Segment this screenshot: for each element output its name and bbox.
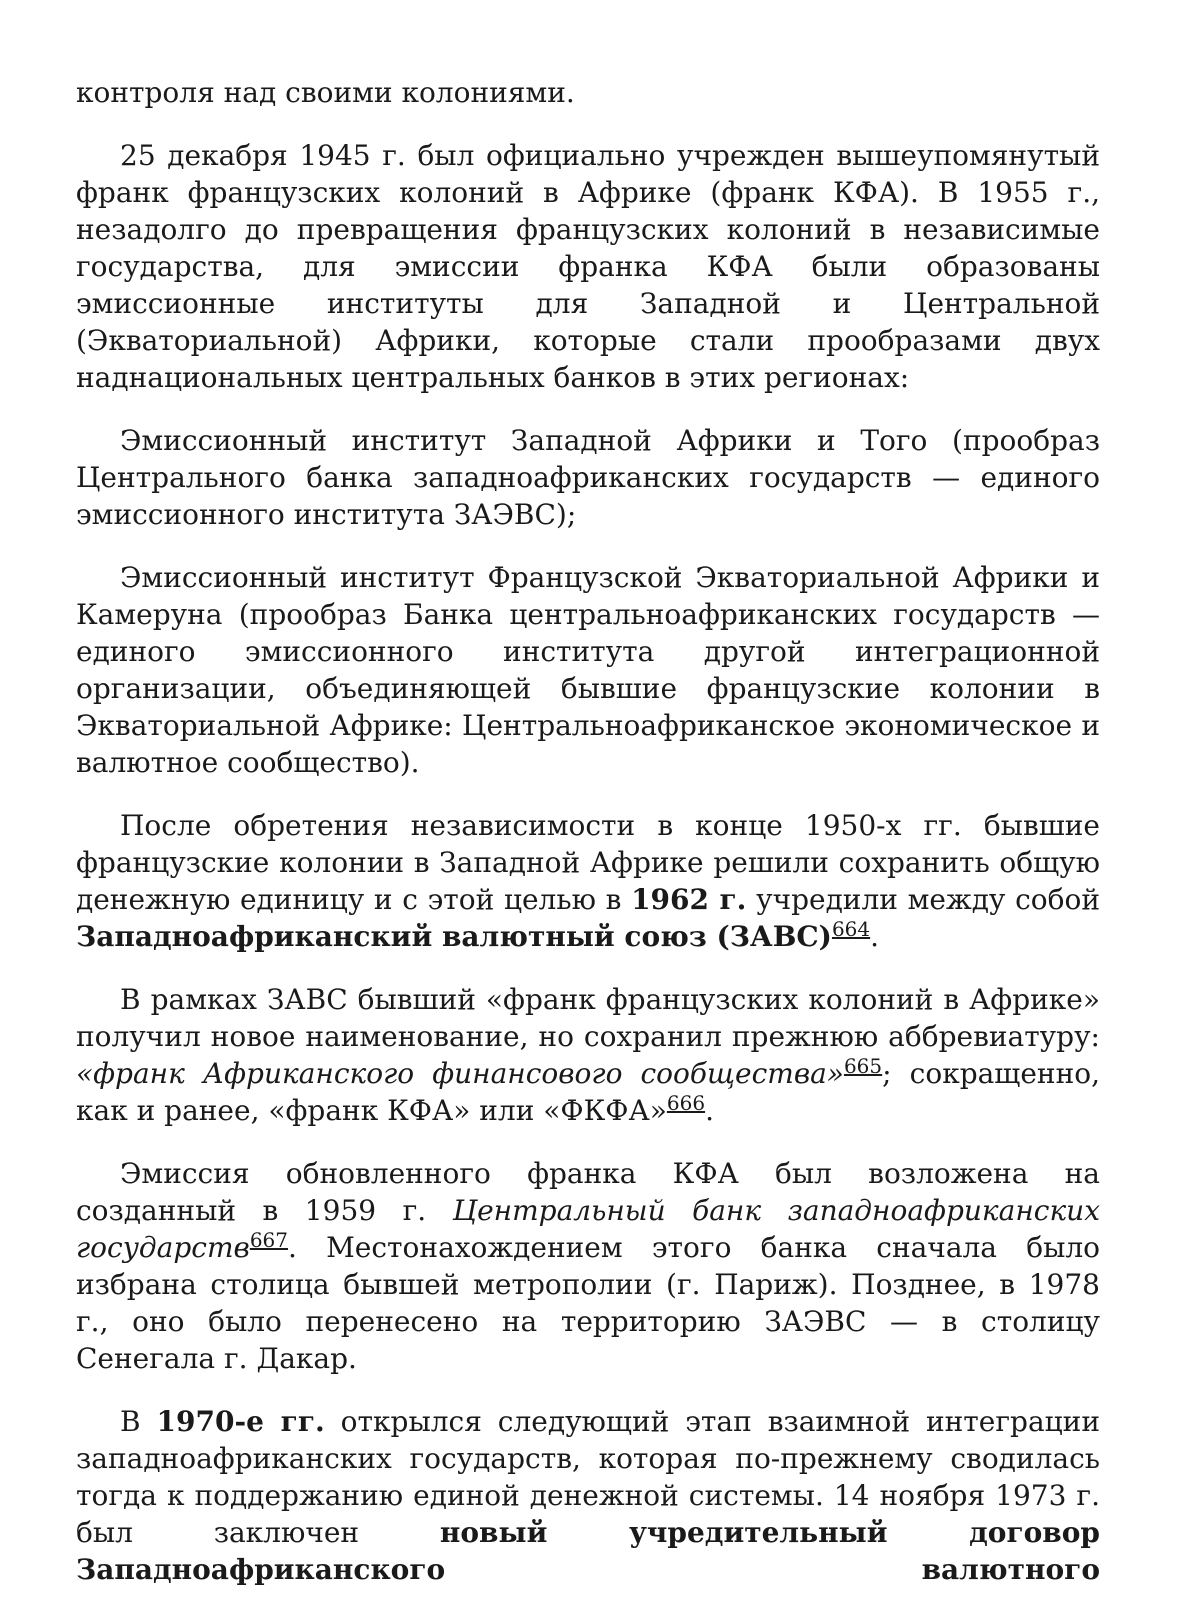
- text-run: .: [705, 1094, 714, 1127]
- text-run: 25 декабря 1945 г. был официально учрежден вышеупомянутый франк французских колоний в Африке (франк КФА). В 1955 г., незадолго до превращения французских колоний в независимые государства, для эмиссии франка КФА были образованы эмиссионные институты для Западной и Центральной (Экваториальной) Африки, которые стали прообразами двух наднациональных центральных банков в этих регионах:: [76, 139, 1100, 394]
- paragraph-p5: [76, 807, 1100, 955]
- text-run: В рамках ЗАВС бывший «франк французских колоний в Африке» получил новое наименование, но сохранил прежнюю аббревиатуру:: [76, 983, 1100, 1053]
- paragraph-p1: [76, 74, 1100, 111]
- text-run: ; сокращенно, как и ранее, «франк КФА» или «ФКФА»: [76, 1057, 1100, 1127]
- text-run: открылся следующий этап взаимной интеграции западноафриканских государств, которая по-прежнему сводилась тогда к поддержанию единой денежной системы. 14 ноября 1973 г. был заключен: [76, 1405, 1100, 1549]
- italic-text: «франк Африканского финансового сообщества»: [76, 1057, 844, 1090]
- paragraph-p7: [76, 1155, 1100, 1377]
- footnote-ref-link[interactable]: 664: [831, 917, 871, 941]
- paragraph-p3: [76, 422, 1100, 533]
- paragraph-p8: [76, 1403, 1100, 1588]
- text-run: . Местонахождением этого банка сначала было избрана столица бывшей метрополии (г. Париж). Позднее, в 1978 г., оно было перенесено на территорию ЗАЭВС — в столицу Сенегала г. Дакар.: [76, 1231, 1100, 1375]
- paragraph-p2: [76, 137, 1100, 396]
- text-run: После обретения независимости в конце 1950-х гг. бывшие французские колонии в Западной Африке решили сохранить общую денежную единицу и с этой целью в: [76, 809, 1100, 916]
- bold-text: 1970-е гг.: [156, 1405, 325, 1438]
- text-run: Эмиссия обновленного франка КФА был возложена на созданный в 1959 г.: [76, 1157, 1100, 1227]
- paragraph-p6: [76, 981, 1100, 1129]
- footnote-ref-link[interactable]: 667: [249, 1228, 289, 1252]
- paragraph-p4: [76, 559, 1100, 781]
- footnote-ref-link[interactable]: 666: [666, 1091, 706, 1115]
- footnote-ref-link[interactable]: 665: [843, 1054, 883, 1078]
- text-run: Эмиссионный институт Французской Экваториальной Африки и Камеруна (прообраз Банка центральноафриканских государств — единого эмиссионного института другой интеграционной организации, объединяющей бывшие французские колонии в Экваториальной Африке: Центральноафриканское экономическое и валютное сообщество).: [76, 561, 1100, 779]
- bold-text: Западноафриканский валютный союз (ЗАВС): [76, 920, 832, 953]
- text-run: Эмиссионный институт Западной Африки и Того (прообраз Центрального банка западноафриканских государств — единого эмиссионного института ЗАЭВС);: [76, 424, 1100, 531]
- bold-text: 1962 г.: [631, 883, 747, 916]
- italic-text: Центральный банк западноафриканских государств: [76, 1194, 1100, 1264]
- text-run: .: [870, 920, 880, 953]
- text-run: контроля над своими колониями.: [76, 76, 575, 109]
- bold-text: новый учредительный договор Западноафриканского валютного: [76, 1516, 1100, 1586]
- text-run: учредили между собой: [746, 883, 1100, 916]
- document-body: [76, 74, 1100, 1588]
- text-run: В: [120, 1405, 157, 1438]
